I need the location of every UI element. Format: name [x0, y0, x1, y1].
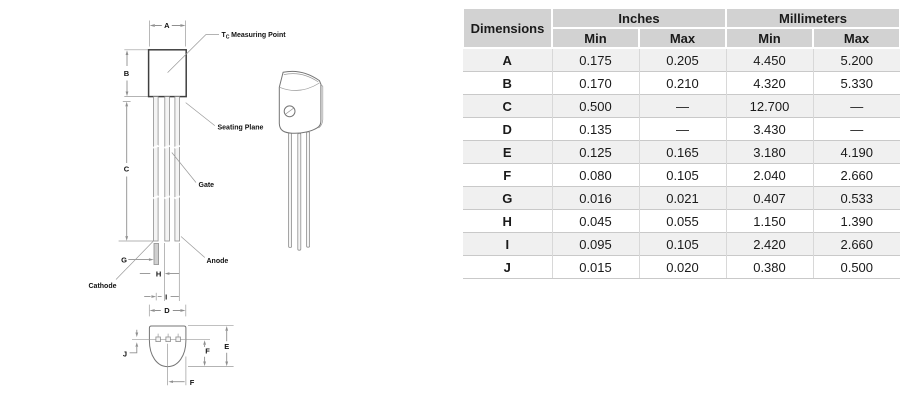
- mm-min-cell: 0.380: [726, 256, 813, 279]
- lead-section: [166, 337, 171, 342]
- mm-max-cell: —: [813, 118, 900, 141]
- in-max-cell: —: [639, 118, 726, 141]
- sub-header-in-max: Max: [639, 28, 726, 48]
- sub-header-mm-max: Max: [813, 28, 900, 48]
- in-min-cell: 0.175: [552, 48, 639, 72]
- in-min-cell: 0.045: [552, 210, 639, 233]
- dim-label-i: I: [165, 292, 168, 302]
- mm-min-cell: 3.430: [726, 118, 813, 141]
- lead-cathode: [154, 97, 159, 241]
- lead-3d: [307, 132, 310, 247]
- mm-max-cell: —: [813, 95, 900, 118]
- dim-cell: E: [463, 141, 552, 164]
- seating-plane-callout: [186, 103, 264, 132]
- dim-c: [119, 102, 154, 241]
- group-header-millimeters: Millimeters: [726, 8, 900, 28]
- in-max-cell: 0.210: [639, 72, 726, 95]
- mm-max-cell: 1.390: [813, 210, 900, 233]
- lead-section: [156, 337, 161, 342]
- dim-j: [123, 330, 138, 359]
- mm-max-cell: 2.660: [813, 233, 900, 256]
- in-min-cell: 0.080: [552, 164, 639, 187]
- lead-gate: [165, 97, 170, 241]
- mm-min-cell: 4.320: [726, 72, 813, 95]
- dim-i: [144, 292, 179, 301]
- anode-label: Anode: [206, 258, 229, 265]
- mm-max-cell: 0.500: [813, 256, 900, 279]
- group-header-inches: Inches: [552, 8, 726, 28]
- mm-min-cell: 0.407: [726, 187, 813, 210]
- table-row: [463, 187, 900, 210]
- in-min-cell: 0.015: [552, 256, 639, 279]
- group-header-row: [463, 8, 900, 28]
- dim-e: [188, 326, 234, 367]
- lead-3d: [289, 133, 292, 248]
- package-body-3d: [279, 71, 321, 133]
- in-min-cell: 0.135: [552, 118, 639, 141]
- cathode-label: Cathode: [88, 283, 117, 290]
- table-row: [463, 256, 900, 279]
- front-view: [89, 21, 287, 302]
- table-row: [463, 72, 900, 95]
- mm-min-cell: 12.700: [726, 95, 813, 118]
- in-max-cell: 0.165: [639, 141, 726, 164]
- dim-a: [150, 21, 186, 47]
- mm-min-cell: 4.450: [726, 48, 813, 72]
- lead-3d: [298, 133, 301, 250]
- dim-cell: H: [463, 210, 552, 233]
- table-row: [463, 210, 900, 233]
- dim-label-f2: F: [189, 377, 195, 387]
- mm-max-cell: 5.200: [813, 48, 900, 72]
- sub-header-mm-min: Min: [726, 28, 813, 48]
- dim-h: [140, 243, 180, 301]
- seating-plane-leader-line: [186, 103, 215, 126]
- dim-cell: B: [463, 72, 552, 95]
- in-max-cell: 0.105: [639, 164, 726, 187]
- cathode-lead-extension: [154, 244, 159, 265]
- in-max-cell: 0.055: [639, 210, 726, 233]
- dim-label-j: J: [122, 349, 128, 359]
- table-row: [463, 141, 900, 164]
- dim-cell: G: [463, 187, 552, 210]
- perspective-view: [279, 71, 323, 250]
- in-max-cell: 0.105: [639, 233, 726, 256]
- sub-header-in-min: Min: [552, 28, 639, 48]
- in-min-cell: 0.170: [552, 72, 639, 95]
- dim-cell: A: [463, 48, 552, 72]
- table-row: [463, 48, 900, 72]
- package-body-front: [149, 50, 187, 97]
- in-min-cell: 0.016: [552, 187, 639, 210]
- dim-cell: C: [463, 95, 552, 118]
- gate-label: Gate: [198, 182, 215, 189]
- anode-leader-line: [181, 237, 205, 258]
- tc-measuring-point-label: $T_C$ Measuring Point: [221, 32, 286, 41]
- dim-label-g: G: [121, 255, 127, 265]
- mm-max-cell: 4.190: [813, 141, 900, 164]
- in-min-cell: 0.125: [552, 141, 639, 164]
- mm-max-cell: 5.330: [813, 72, 900, 95]
- mm-min-cell: 2.040: [726, 164, 813, 187]
- dim-label-a: A: [164, 21, 170, 31]
- dim-label-d: D: [164, 306, 170, 316]
- dim-label-e: E: [224, 341, 230, 351]
- dim-f-vertical: [203, 340, 210, 366]
- dim-cell: I: [463, 233, 552, 256]
- mm-min-cell: 1.150: [726, 210, 813, 233]
- lead-anode: [175, 97, 180, 241]
- dim-label-h: H: [155, 269, 162, 279]
- dim-label-b: B: [123, 68, 130, 78]
- seating-plane-label: Seating Plane: [217, 124, 264, 132]
- dim-b: [124, 50, 148, 97]
- table-row: [463, 118, 900, 141]
- dim-d: [149, 305, 186, 317]
- anode-callout: [181, 237, 228, 266]
- in-max-cell: 0.205: [639, 48, 726, 72]
- corner-header-dimensions: Dimensions: [463, 8, 552, 48]
- in-max-cell: —: [639, 95, 726, 118]
- dim-label-c: C: [123, 164, 130, 174]
- dim-label-f: F: [205, 346, 210, 356]
- in-min-cell: 0.095: [552, 233, 639, 256]
- mm-max-cell: 2.660: [813, 164, 900, 187]
- dim-cell: D: [463, 118, 552, 141]
- mm-min-cell: 2.420: [726, 233, 813, 256]
- in-min-cell: 0.500: [552, 95, 639, 118]
- in-max-cell: 0.021: [639, 187, 726, 210]
- in-max-cell: 0.020: [639, 256, 726, 279]
- table-row: [463, 233, 900, 256]
- dim-cell: J: [463, 256, 552, 279]
- table-row: [463, 164, 900, 187]
- lead-section: [176, 337, 181, 342]
- bottom-view: [123, 305, 234, 387]
- dim-cell: F: [463, 164, 552, 187]
- mm-min-cell: 3.180: [726, 141, 813, 164]
- table-row: [463, 95, 900, 118]
- dim-g: [121, 255, 154, 264]
- mm-max-cell: 0.533: [813, 187, 900, 210]
- cathode-callout: [89, 241, 154, 290]
- dimensions-table: [462, 7, 900, 279]
